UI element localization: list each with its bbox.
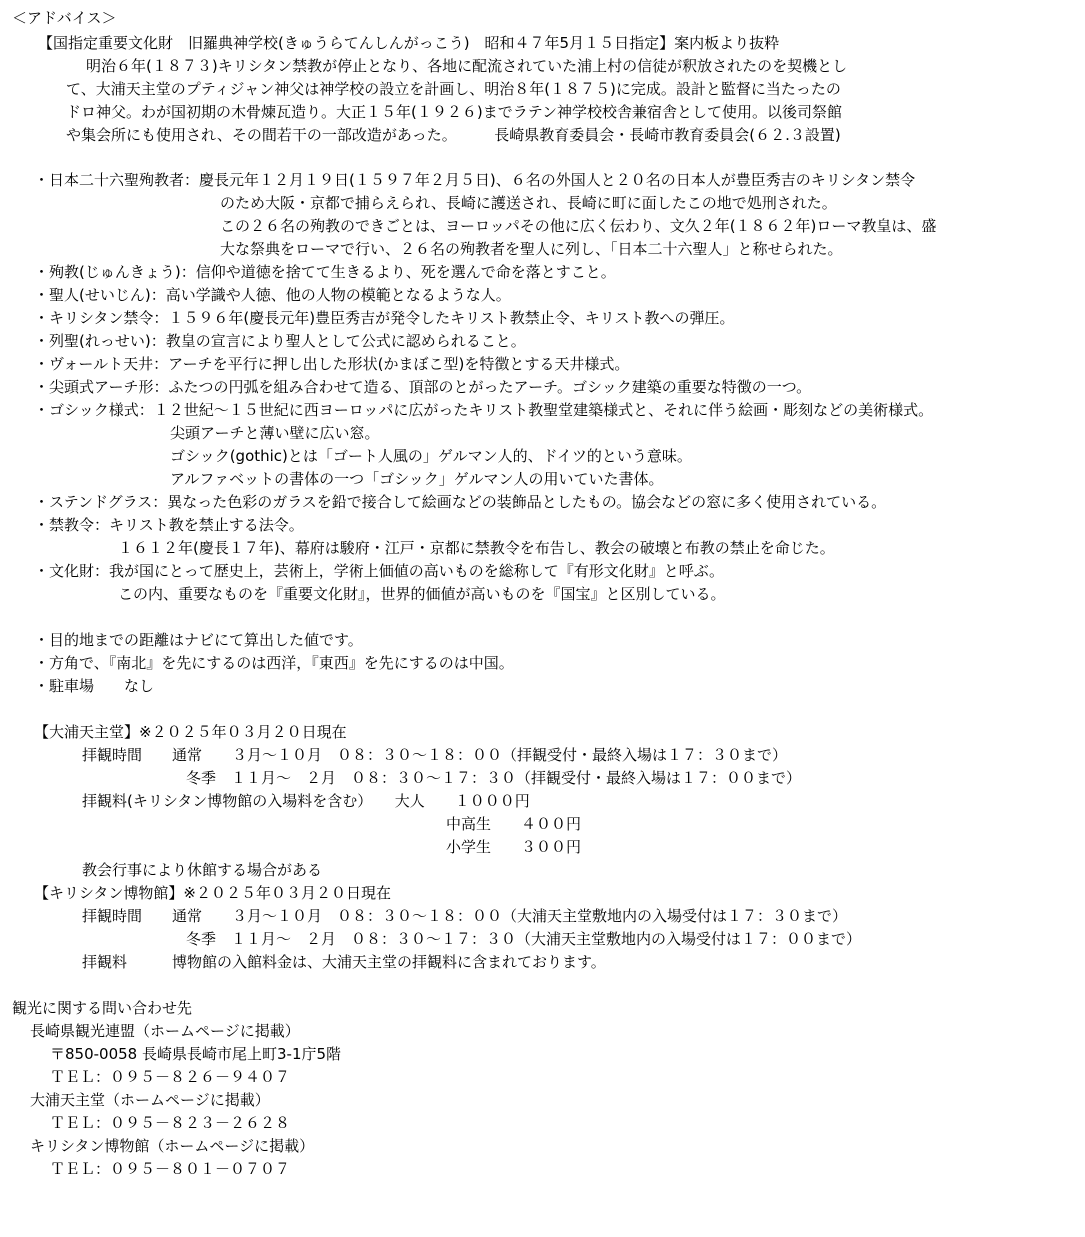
contact-name: 長崎県観光連盟（ホームページに掲載）: [30, 1022, 300, 1040]
oura-cathedral-heading: 【大浦天主堂】※２０２５年０３月２０日現在: [34, 723, 347, 741]
fee-line: 小学生 ３００円: [446, 838, 582, 856]
contact-phone: ＴＥＬ：０９５－８２３－２６２８: [50, 1114, 291, 1132]
glossary-item: ・聖人(せいじん)：高い学識や人徳、他の人物の模範となるような人。: [34, 286, 511, 304]
glossary-item: ・殉教(じゅんきょう)：信仰や道徳を捨てて生きるより、死を選んで命を落とすこと。: [34, 263, 616, 281]
advice-heading: ＜アドバイス＞: [12, 9, 117, 27]
glossary-continuation: 大な祭典をローマで行い、２６名の殉教者を聖人に列し、「日本二十六聖人」と称せられた。: [220, 240, 843, 258]
signboard-text-line: ドロ神父。わが国初期の木骨煉瓦造り。大正１５年(１９２６)までラテン神学校校舎兼宿舎として使用。以後司祭館: [66, 103, 842, 121]
closure-note: 教会行事により休館する場合がある: [82, 861, 323, 879]
glossary-item: ・ゴシック様式：１２世紀～１５世紀に西ヨーロッパに広がったキリスト教聖堂建築様式と、それに伴う絵画・彫刻などの美術様式。: [34, 401, 934, 419]
glossary-item: ・キリシタン禁令：１５９６年(慶長元年)豊臣秀吉が発令したキリスト教禁止令、キリスト教への弾圧。: [34, 309, 735, 327]
note-item: ・駐車場 なし: [34, 677, 155, 695]
hours-line: 拝観時間 通常 ３月～１０月 ０８：３０～１８：００（拝観受付・最終入場は１７：３０まで）: [82, 746, 788, 764]
glossary-continuation: １６１２年(慶長１７年)、幕府は駿府・江戸・京都に禁教令を布告し、教会の破壊と布教の禁止を命じた。: [118, 539, 835, 557]
glossary-item: ・文化財：我が国にとって歴史上，芸術上，学術上価値の高いものを総称して『有形文化財』と呼ぶ。: [34, 562, 725, 580]
glossary-continuation: 尖頭アーチと薄い壁に広い窓。: [170, 424, 380, 442]
glossary-continuation: のため大阪・京都で捕らえられ、長崎に護送され、長崎に町に面したこの地で処刑された。: [220, 194, 837, 212]
glossary-continuation: ゴシック(gothic)とは「ゴート人風の」ゲルマン人的、ドイツ的という意味。: [170, 447, 692, 465]
note-item: ・目的地までの距離はナビにて算出した値です。: [34, 631, 363, 649]
glossary-item: ・ヴォールト天井：アーチを平行に押し出した形状(かまぼこ型)を特徴とする天井様式。: [34, 355, 630, 373]
note-item: ・方角で、『南北』を先にするのは西洋，『東西』を先にするのは中国。: [34, 654, 514, 672]
contact-name: キリシタン博物館（ホームページに掲載）: [30, 1137, 315, 1155]
fee-line: 拝観料 博物館の入館料金は、大浦天主堂の拝観料に含まれております。: [82, 953, 606, 971]
contact-heading: 観光に関する問い合わせ先: [12, 999, 193, 1017]
hours-line: 冬季 １１月～ ２月 ０８：３０～１７：３０（拝観受付・最終入場は１７：００まで）: [186, 769, 802, 787]
contact-name: 大浦天主堂（ホームページに掲載）: [30, 1091, 270, 1109]
contact-phone: ＴＥＬ：０９５－８０１－０７０７: [50, 1160, 291, 1178]
contact-phone: ＴＥＬ：０９５－８２６－９４０７: [50, 1068, 291, 1086]
fee-line: 拝観料(キリシタン博物館の入場料を含む） 大人 １０００円: [82, 792, 530, 810]
glossary-continuation: この２６名の殉教のできごとは、ヨーロッパその他に広く伝わり、文久２年(１８６２年)ローマ教皇は、盛: [220, 217, 937, 235]
signboard-text-line: や集会所にも使用され、その間若干の一部改造があった。 長崎県教育委員会・長崎市教育委員会(６２.３設置): [66, 126, 841, 144]
glossary-item: ・禁教令：キリスト教を禁止する法令。: [34, 516, 304, 534]
glossary-item: ・日本二十六聖殉教者：慶長元年１２月１９日(１５９７年２月５日)、６名の外国人と２０名の日本人が豊臣秀吉のキリシタン禁令: [34, 171, 916, 189]
hours-line: 冬季 １１月～ ２月 ０８：３０～１７：３０（大浦天主堂敷地内の入場受付は１７：００まで）: [186, 930, 862, 948]
contact-address: 〒850-0058 長崎県長崎市尾上町3-1庁5階: [50, 1045, 342, 1063]
kirishitan-museum-heading: 【キリシタン博物館】※２０２５年０３月２０日現在: [34, 884, 391, 902]
glossary-item: ・列聖(れっせい)：教皇の宣言により聖人として公式に認められること。: [34, 332, 526, 350]
signboard-title: 【国指定重要文化財 旧羅典神学校(きゅうらてんしんがっこう) 昭和４７年5月１５日指定】案内板より抜粋: [38, 34, 780, 52]
glossary-continuation: この内、重要なものを『重要文化財』，世界的価値が高いものを『国宝』と区別している。: [118, 585, 726, 603]
glossary-continuation: アルファベットの書体の一つ「ゴシック」ゲルマン人の用いていた書体。: [170, 470, 664, 488]
signboard-text-line: 明治６年(１８７３)キリシタン禁教が停止となり、各地に配流されていた浦上村の信徒が釈放されたのを契機とし: [86, 57, 848, 75]
hours-line: 拝観時間 通常 ３月～１０月 ０８：３０～１８：００（大浦天主堂敷地内の入場受付は１７：３０まで）: [82, 907, 848, 925]
glossary-item: ・尖頭式アーチ形：ふたつの円弧を組み合わせて造る、頂部のとがったアーチ。ゴシック建築の重要な特徴の一つ。: [34, 378, 812, 396]
glossary-item: ・ステンドグラス：異なった色彩のガラスを鉛で接合して絵画などの装飾品としたもの。協会などの窓に多く使用されている。: [34, 493, 887, 511]
fee-line: 中高生 ４００円: [446, 815, 582, 833]
signboard-text-line: て、大浦天主堂のプティジャン神父は神学校の設立を計画し、明治８年(１８７５)に完成。設計と監督に当たったの: [66, 80, 841, 98]
